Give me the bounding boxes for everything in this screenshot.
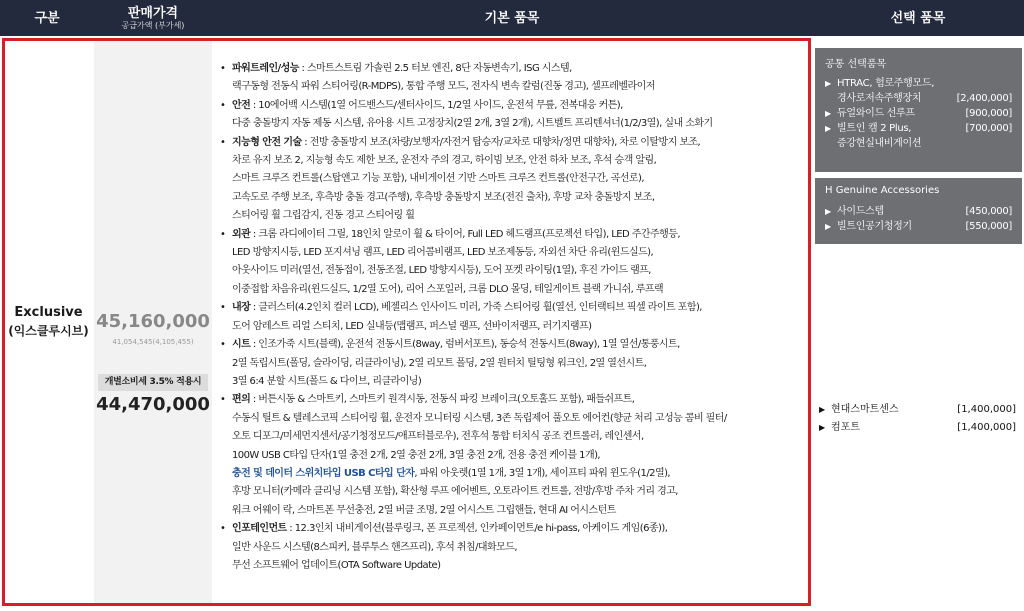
header-options <box>812 0 1024 36</box>
option-name-cont: 경사로저속주행장치 <box>837 93 922 104</box>
bullet-icon: • <box>220 99 226 111</box>
price-supply-breakdown: 41,054,545(4,105,455) <box>112 338 194 346</box>
header-basic <box>212 0 812 36</box>
options-cell <box>815 41 1022 603</box>
option-name: 현대스마트센스 <box>831 404 899 415</box>
option-price: [2,400,000] <box>956 93 1012 104</box>
header-price-sublabel: 공급가액 (부가세) <box>121 20 185 30</box>
header-category <box>0 0 94 36</box>
option-name: 빌트인 캠 2 Plus, <box>837 123 912 134</box>
triangle-right-icon: ▶ <box>825 207 831 216</box>
feature-line: , 파워 아웃렛(1열 1개, 3열 1개), 세이프티 파워 윈도우(1/2열), <box>414 467 671 479</box>
feature-line: 2열 독립시트(폴딩, 슬라이딩, 리클라이닝), 2열 리모트 폴딩, 2열 원터치 틸팅형 워크인, 2열 열선시트, <box>232 357 647 369</box>
feature-line: : 10에어백 시스템(1열 어드밴스드/센터사이드, 1/2열 사이드, 운전석 무릎, 전복대응 커튼), <box>250 99 623 111</box>
feature-line: 3열 6:4 분할 시트(폴드 & 다이브, 리클라이닝) <box>232 375 422 387</box>
option-name: HTRAC, 험로주행모드, <box>837 78 935 89</box>
price-cell <box>94 41 212 603</box>
header-options-label: 선택 품목 <box>890 10 946 26</box>
feature-group <box>220 520 804 575</box>
option-name: 컴포트 <box>831 422 860 433</box>
feature-group <box>220 97 804 134</box>
option-price: [450,000] <box>965 206 1012 217</box>
triangle-right-icon: ▶ <box>825 222 831 231</box>
feature-group <box>220 60 804 97</box>
feature-line: : 스마트스트림 가솔린 2.5 터보 엔진, 8단 자동변속기, ISG 시스템, <box>298 63 572 74</box>
header-price-label: 판매가격 <box>127 5 179 21</box>
feature-category: 지능형 안전 기술 <box>232 136 302 148</box>
feature-line: : 크롬 라디에이터 그릴, 18인치 알로이 휠 & 타이어, Full LED 헤드램프(프로젝션 타입), LED 주간주행등, <box>250 228 680 240</box>
option-item[interactable] <box>815 219 1022 234</box>
option-price: [900,000] <box>965 108 1012 119</box>
option-item[interactable] <box>815 106 1022 121</box>
feature-category: 시트 <box>232 339 251 351</box>
feature-line: 차로 유지 보조 2, 지능형 속도 제한 보조, 운전자 주의 경고, 하이빔 보조, 안전 하차 보조, 후석 승객 알림, <box>232 155 657 167</box>
triangle-right-icon: ▶ <box>819 423 826 432</box>
feature-line: 스티어링 휠 그립감지, 진동 경고 스티어링 휠 <box>232 210 415 222</box>
option-item[interactable] <box>815 204 1022 219</box>
feature-category: 안전 <box>232 99 251 111</box>
feature-line: 랙구동형 전동식 파워 스티어링(R-MDPS), 통합 주행 모드, 전자식 변속 칼럼(진동 경고), 셀프레벨라이저 <box>232 81 655 93</box>
feature-line: 이중접합 차음유리(윈드실드, 1/2열 도어), 리어 스포일러, 크롬 DLO 몰딩, 테일게이트 블랙 가니쉬, 루프랙 <box>232 283 664 295</box>
model-name-korean: (익스클루시브) <box>8 324 89 338</box>
option-name-cont: 증강현실내비게이션 <box>837 138 922 149</box>
feature-line: : 인조가죽 시트(블랙), 운전석 전동시트(8way, 럼버서포트), 동승석 전동시트(8way), 1열 열선/통풍시트, <box>250 339 680 351</box>
option-item[interactable] <box>819 402 1020 418</box>
feature-line-highlight: 충전 및 데이터 스위치타입 USB C타입 단자 <box>232 467 415 479</box>
feature-line: 고속도로 주행 보조, 후측방 충돌 경고(주행), 후측방 충돌방지 보조(전진 출차), 후방 교차 충돌방지 보조, <box>232 191 655 203</box>
feature-category: 인포테인먼트 <box>232 523 287 535</box>
header-price <box>94 0 212 36</box>
feature-line: 100W USB C타입 단자(1열 충전 2개, 2열 충전 2개, 3열 충전 2개, 전용 충전 케이블 1개), <box>232 449 601 461</box>
option-item[interactable] <box>815 76 1022 106</box>
genuine-accessories-box <box>815 178 1022 244</box>
feature-category: 파워트레인/성능 <box>232 63 299 74</box>
triangle-right-icon: ▶ <box>825 109 831 118</box>
model-name: Exclusive <box>14 305 83 320</box>
triangle-right-icon: ▶ <box>819 405 826 414</box>
feature-line: 수동식 틸트 & 텔레스코픽 스티어링 휠, 운전자 모니터링 시스템, 3존 독립제어 풀오토 에어컨(향균 처리 고성능 콤비 필터/ <box>232 412 727 424</box>
feature-line: : 버튼시동 & 스마트키, 스마트키 원격시동, 전동식 파킹 브레이크(오토홀드 포함), 패들쉬프트, <box>250 394 635 406</box>
feature-group <box>220 336 804 391</box>
basic-features-cell <box>214 41 808 603</box>
feature-line: 무선 소프트웨어 업데이트(OTA Software Update) <box>232 559 441 571</box>
feature-group <box>220 226 804 300</box>
option-price: [1,400,000] <box>957 422 1016 433</box>
genuine-accessories-title: H Genuine Accessories <box>825 185 940 196</box>
feature-list <box>214 41 808 575</box>
feature-line: 워크 어웨이 락, 스마트폰 무선충전, 2열 버클 조명, 2열 어시스트 그립핸들, 현대 AI 어시스턴트 <box>232 504 616 516</box>
feature-category: 외관 <box>232 228 251 240</box>
bullet-icon: • <box>220 63 226 74</box>
option-price: [550,000] <box>965 221 1012 232</box>
feature-group <box>220 391 804 520</box>
common-options-box <box>815 48 1022 172</box>
bullet-icon: • <box>220 302 226 314</box>
feature-line: : 12.3인치 내비게이션(블루링크, 폰 프로젝션, 인카페이먼트/e hi-pass, 아케이드 게임(6종)), <box>286 523 668 535</box>
feature-line: : 전방 충돌방지 보조(차량/보행자/자전거 탑승자/교차로 대향차/정면 대향차), 차로 이탈방지 보조, <box>301 136 701 148</box>
option-price: [1,400,000] <box>957 404 1016 415</box>
feature-group <box>220 134 804 226</box>
triangle-right-icon: ▶ <box>825 79 831 88</box>
feature-category: 편의 <box>232 394 251 406</box>
bullet-icon: • <box>220 523 226 535</box>
option-item[interactable] <box>815 121 1022 151</box>
option-name: 사이드스텝 <box>837 206 884 217</box>
price-final: 44,470,000 <box>96 394 210 415</box>
feature-line: LED 방향지시등, LED 포지셔닝 램프, LED 리어콤비램프, LED 보조제동등, 자외선 차단 유리(윈드실드), <box>232 247 654 259</box>
bullet-icon: • <box>220 339 226 351</box>
feature-category: 내장 <box>232 302 251 314</box>
header-basic-label: 기본 품목 <box>484 10 540 26</box>
bullet-icon: • <box>220 228 226 240</box>
feature-group <box>220 299 804 336</box>
feature-line: 후방 모니터(카메라 클리닝 시스템 포함), 확산형 루프 에어벤트, 오토라이트 컨트롤, 전방/후방 주차 거리 경고, <box>232 486 678 498</box>
triangle-right-icon: ▶ <box>825 124 831 133</box>
header-category-label: 구분 <box>34 10 60 26</box>
feature-line: 오토 디포그/미세먼지센서/공기청정모드/애프터블로우), 전후석 통합 터치식 공조 컨트롤러, 레인센서, <box>232 431 644 443</box>
option-name: 듀얼와이드 선루프 <box>837 108 915 119</box>
model-cell <box>3 41 94 603</box>
option-price: [700,000] <box>965 123 1012 134</box>
feature-line: 일반 사운드 시스템(8스피커, 블루투스 핸즈프리), 후석 취침/대화모드, <box>232 541 517 553</box>
bullet-icon: • <box>220 136 226 148</box>
feature-line: 스마트 크루즈 컨트롤(스탑앤고 기능 포함), 내비게이션 기반 스마트 크루즈 컨트롤(안전구간, 곡선로), <box>232 173 644 185</box>
option-name: 빌트인공기청정기 <box>837 221 912 232</box>
bullet-icon: • <box>220 394 226 406</box>
tax-label: 개별소비세 3.5% 적용시 <box>98 374 208 391</box>
option-item[interactable] <box>819 420 1020 436</box>
feature-line: 다중 충돌방지 자동 제동 시스템, 유아용 시트 고정장치(2열 2개, 3열 2개), 시트벨트 프리텐셔너(1/2/3열), 실내 소화기 <box>232 118 713 130</box>
common-options-title: 공통 선택품목 <box>825 59 887 70</box>
feature-line: 도어 암레스트 리얼 스티치, LED 실내등(맵램프, 퍼스널 램프, 선바이저램프, 러기지램프) <box>232 320 592 332</box>
feature-line: : 클러스터(4.2인치 컬러 LCD), 베젤리스 인사이드 미러, 가죽 스티어링 휠(열선, 인터랙티브 픽셀 라이트 포함), <box>250 302 702 314</box>
table-header <box>0 0 1024 36</box>
price-supply: 45,160,000 <box>96 311 210 332</box>
feature-line: 아웃사이드 미러(열선, 전동접이, 전동조절, LED 방향지시등), 도어 포켓 라이팅(1열), 후진 가이드 램프, <box>232 265 651 277</box>
